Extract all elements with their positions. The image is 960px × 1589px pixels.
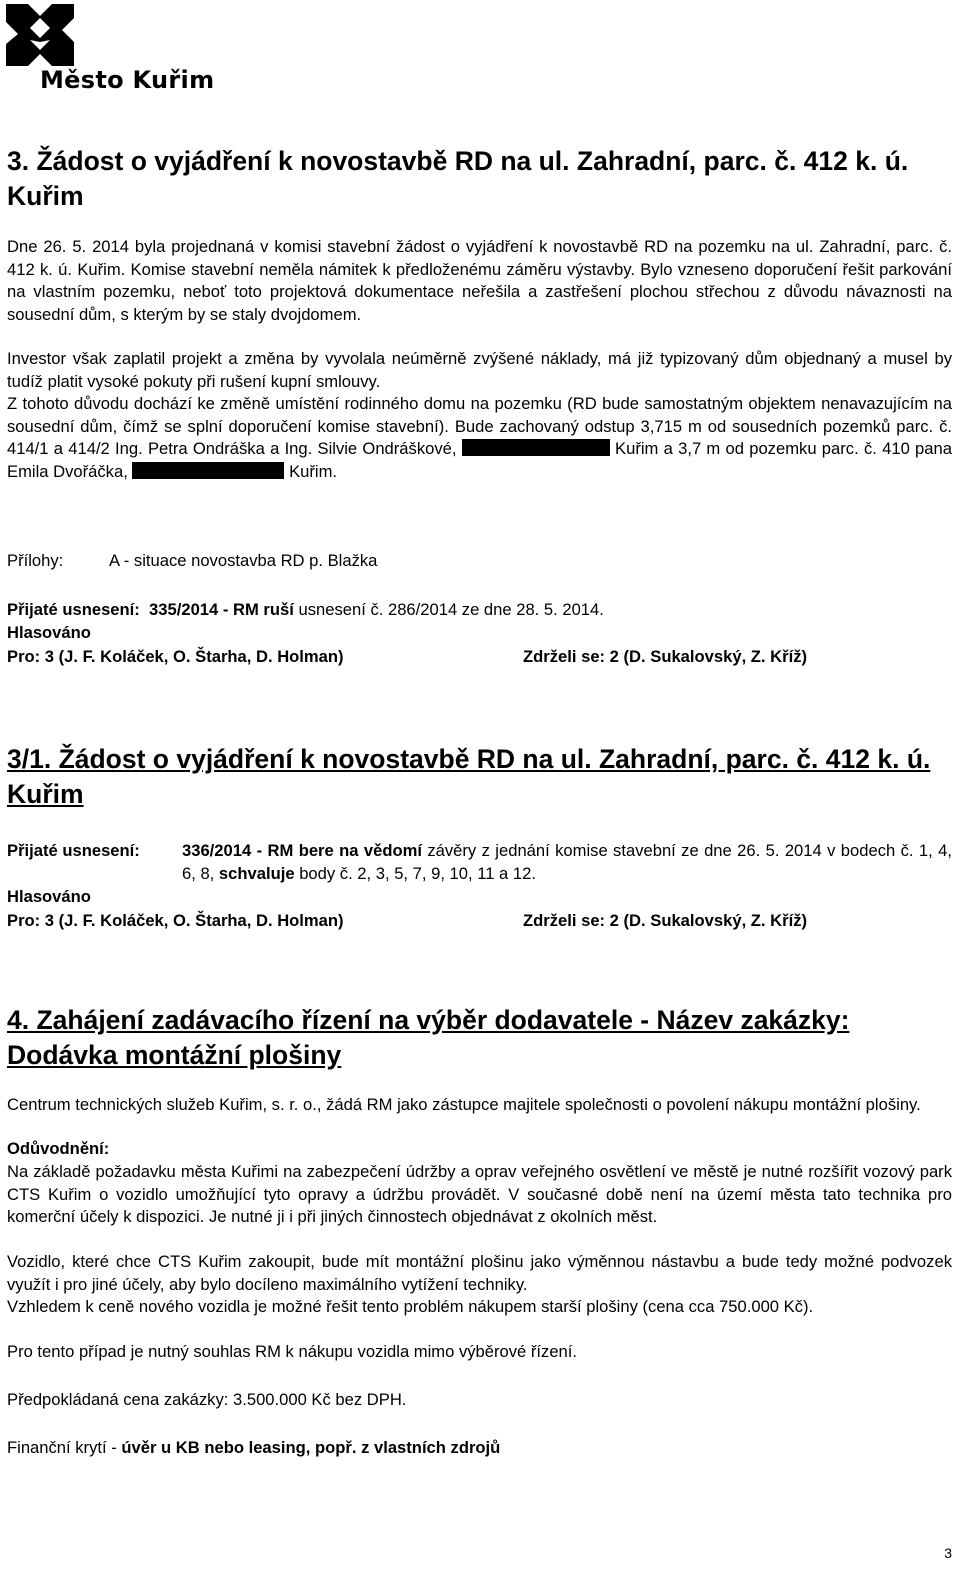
paragraph-3-text-b: Kuřim a 3,7 m od pozemku parc. č. 410 pana Emila Dvořáčka,	[7, 439, 952, 481]
financing-label: Finanční krytí -	[7, 1438, 117, 1457]
paragraph-3-text-c: Kuřim.	[289, 461, 338, 481]
attachments-label: Přílohy:	[7, 551, 64, 570]
section-4-title: 4. Zahájení zadávacího řízení na výběr dodavatele - Název zakázky: Dodávka montážní plošiny	[7, 1005, 850, 1070]
resolution-approves: schvaluje	[218, 863, 295, 883]
resolution-label: Přijaté usnesení:	[7, 841, 140, 860]
resolution-number: 335/2014 - RM ruší	[149, 600, 294, 619]
section-4-paragraph-3: Vozidlo, které chce CTS Kuřim zakoupit, bude mít montážní plošinu jako výměnnou nástavbu a bude tedy možné podvozek využít i pro jiné účely, aby bylo docíleno maximálního vytížení techniky.	[7, 1252, 952, 1294]
voted-label: Hlasováno	[7, 887, 91, 906]
section-4-paragraph-4: Vzhledem k ceně nového vozidla je možné řešit tento problém nákupem starší plošiny (cena cca 750.000 Kč).	[7, 1297, 814, 1316]
votes-for: Pro: 3 (J. F. Koláček, O. Štarha, D. Holman)	[7, 647, 344, 666]
page-number: 3	[944, 1545, 952, 1561]
section-3-paragraph-3	[7, 393, 952, 483]
reasoning-label: Odůvodnění:	[7, 1139, 110, 1158]
section-4-paragraph-1: Centrum technických služeb Kuřim, s. r. o., žádá RM jako zástupce majitele společnosti o povolení nákupu montážní plošiny.	[7, 1095, 921, 1114]
city-logo	[6, 4, 74, 71]
section-3-title: 3. Žádost o vyjádření k novostavbě RD na ul. Zahradní, parc. č. 412 k. ú. Kuřim	[7, 146, 909, 211]
financing-line	[7, 1437, 500, 1460]
resolution-body	[182, 840, 952, 885]
votes-abstain: Zdrželi se: 2 (D. Sukalovský, Z. Kříž)	[523, 911, 808, 930]
section-4-paragraph-2: Na základě požadavku města Kuřimi na zabezpečení údržby a oprav veřejného osvětlení ve městě je nutné rozšířit vozový park CTS Kuřim o vozidlo umožňující tyto opravy a údržbu provádět. V současné době není na území města tato technika pro komerční účely k dispozici. Je nutné ji i při jiných činnostech objednávat z okolních měst.	[7, 1162, 952, 1226]
resolution-text-2: body č. 2, 3, 5, 7, 9, 10, 11 a 12.	[299, 863, 536, 883]
paragraph-3-text-a: Z tohoto důvodu dochází ke změně umístění rodinného domu na pozemku (RD bude samostatným objektem nenavazujícím na sousední dům, čímž se splní doporučení komise stavební). Bude zachovaný odstup 3,715 m od sousedních pozemků parc. č. 414/1 a 414/2 Ing. Petra Ondráška a Ing. Silvie Ondráškové,	[7, 394, 952, 458]
section-4-paragraph-5: Pro tento případ je nutný souhlas RM k nákupu vozidla mimo výběrové řízení.	[7, 1342, 578, 1361]
redacted-block	[462, 439, 610, 456]
section-3-paragraph-2: Investor však zaplatil projekt a změna by vyvolala neúměrně zvýšené náklady, má již typizovaný dům objednaný a musel by tudíž platit vysoké pokuty při rušení kupní smlouvy.	[7, 349, 952, 391]
estimated-price: Předpokládaná cena zakázky: 3.500.000 Kč bez DPH.	[7, 1390, 407, 1409]
resolution-text-1: závěry z jednání komise stavební ze dne 26. 5. 2014 v bodech č. 1, 4, 6, 8,	[182, 841, 952, 883]
logo-text: Město Kuřim	[40, 66, 215, 94]
section-3-paragraph-1: Dne 26. 5. 2014 byla projednaná v komisi stavební žádost o vyjádření k novostavbě RD na pozemku na ul. Zahradní, parc. č. 412 k. ú. Kuřim. Komise stavební neměla námitek k předloženému záměru výstavby. Bylo vzneseno doporučení řešit parkování na vlastním pozemku, neboť toto projektová dokumentace neřešila a zastřešení plochou střechou z důvodu návaznosti na sousední dům, s kterým by se staly dvojdomem.	[7, 237, 952, 324]
city-logo-icon	[6, 4, 74, 66]
resolution-label: Přijaté usnesení:	[7, 600, 140, 619]
votes-abstain: Zdrželi se: 2 (D. Sukalovský, Z. Kříž)	[523, 647, 808, 666]
section-3-1-title: 3/1. Žádost o vyjádření k novostavbě RD na ul. Zahradní, parc. č. 412 k. ú. Kuřim	[7, 744, 931, 809]
financing-value: úvěr u KB nebo leasing, popř. z vlastních zdrojů	[121, 1438, 501, 1457]
redacted-block	[132, 462, 284, 479]
attachments-value: A - situace novostavba RD p. Blažka	[109, 551, 378, 570]
resolution-number: 336/2014 - RM bere na vědomí	[182, 841, 422, 860]
votes-for: Pro: 3 (J. F. Koláček, O. Štarha, D. Holman)	[7, 911, 344, 930]
resolution-line	[7, 599, 604, 622]
voted-label: Hlasováno	[7, 623, 91, 642]
resolution-text: usnesení č. 286/2014 ze dne 28. 5. 2014.	[298, 600, 604, 619]
